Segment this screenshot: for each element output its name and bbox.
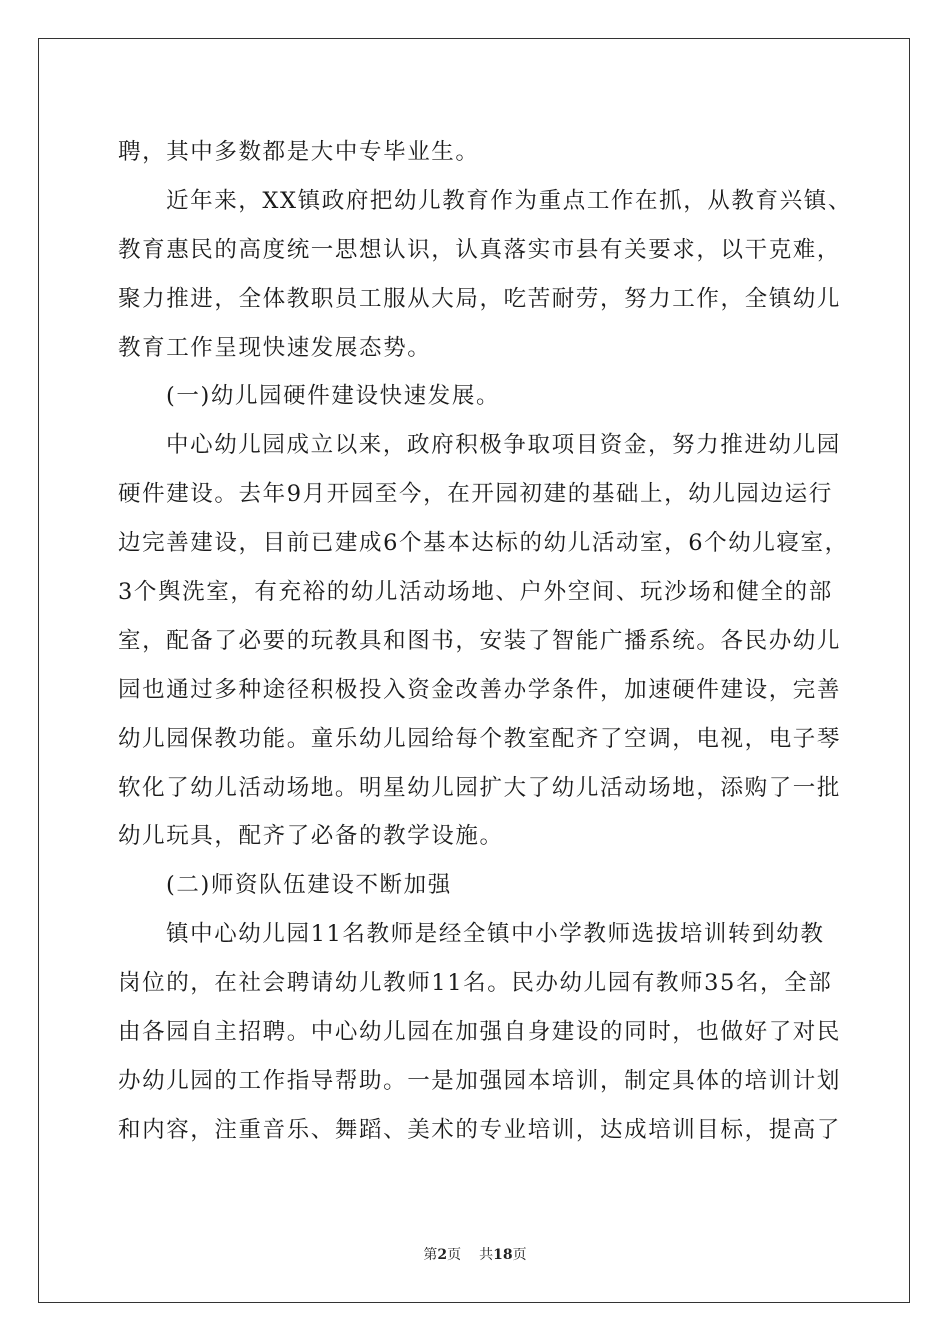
text-line: 边完善建设，目前已建成6个基本达标的幼儿活动室，6个幼儿寝室，	[118, 530, 849, 557]
paragraph-start: 中心幼儿园成立以来，政府积极争取项目资金，努力推进幼儿园	[166, 432, 841, 459]
text-line: 教育工作呈现快速发展态势。	[118, 334, 432, 361]
current-page-number: 2	[437, 1247, 448, 1263]
text-line: 3个舆洗室，有充裕的幼儿活动场地、户外空间、玩沙场和健全的部	[118, 579, 833, 606]
text-line: 幼儿园保教功能。童乐幼儿园给每个教室配齐了空调，电视，电子琴	[118, 725, 842, 752]
text-line: 聚力推进，全体教职员工服从大局，吃苦耐劳，努力工作，全镇幼儿	[118, 285, 842, 312]
text-line: 室，配备了必要的玩教具和图书，安装了智能广播系统。各民办幼儿	[118, 627, 842, 654]
text-line: 园也通过多种途径积极投入资金改善办学条件，加速硬件建设，完善	[118, 676, 842, 703]
total-page-count: 18	[493, 1247, 513, 1263]
text-line: 软化了幼儿活动场地。明星幼儿园扩大了幼儿活动场地，添购了一批	[118, 774, 842, 801]
text-line: 聘，其中多数都是大中专毕业生。	[118, 139, 480, 165]
text-line: 教育惠民的高度统一思想认识，认真落实市县有关要求，以干克难，	[118, 236, 842, 263]
page-prefix: 第	[423, 1247, 438, 1263]
text-line: 岗位的，在社会聘请幼儿教师11名。民办幼儿园有教师35名，全部	[118, 970, 833, 997]
text-line: 幼儿玩具，配齐了必备的教学设施。	[118, 823, 504, 850]
paragraph-start: 镇中心幼儿园11名教师是经全镇中小学教师选拔培训转到幼教	[166, 921, 825, 948]
page-suffix: 页	[447, 1247, 462, 1263]
section-heading: (一)幼儿园硬件建设快速发展。	[166, 383, 501, 410]
text-line: 和内容，注重音乐、舞蹈、美术的专业培训，达成培训目标，提高了	[118, 1116, 842, 1143]
total-suffix: 页	[512, 1247, 527, 1263]
document-body	[118, 128, 852, 1155]
section-heading: (二)师资队伍建设不断加强	[166, 872, 452, 899]
page-footer	[0, 1244, 950, 1264]
total-prefix: 共	[479, 1247, 494, 1263]
text-line: 办幼儿园的工作指导帮助。一是加强园本培训，制定具体的培训计划	[118, 1067, 842, 1094]
text-line: 由各园自主招聘。中心幼儿园在加强自身建设的同时，也做好了对民	[118, 1019, 842, 1046]
text-line: 硬件建设。去年9月开园至今，在开园初建的基础上，幼儿园边运行	[118, 481, 833, 508]
paragraph-start: 近年来，XX镇政府把幼儿教育作为重点工作在抓，从教育兴镇、	[166, 187, 852, 214]
